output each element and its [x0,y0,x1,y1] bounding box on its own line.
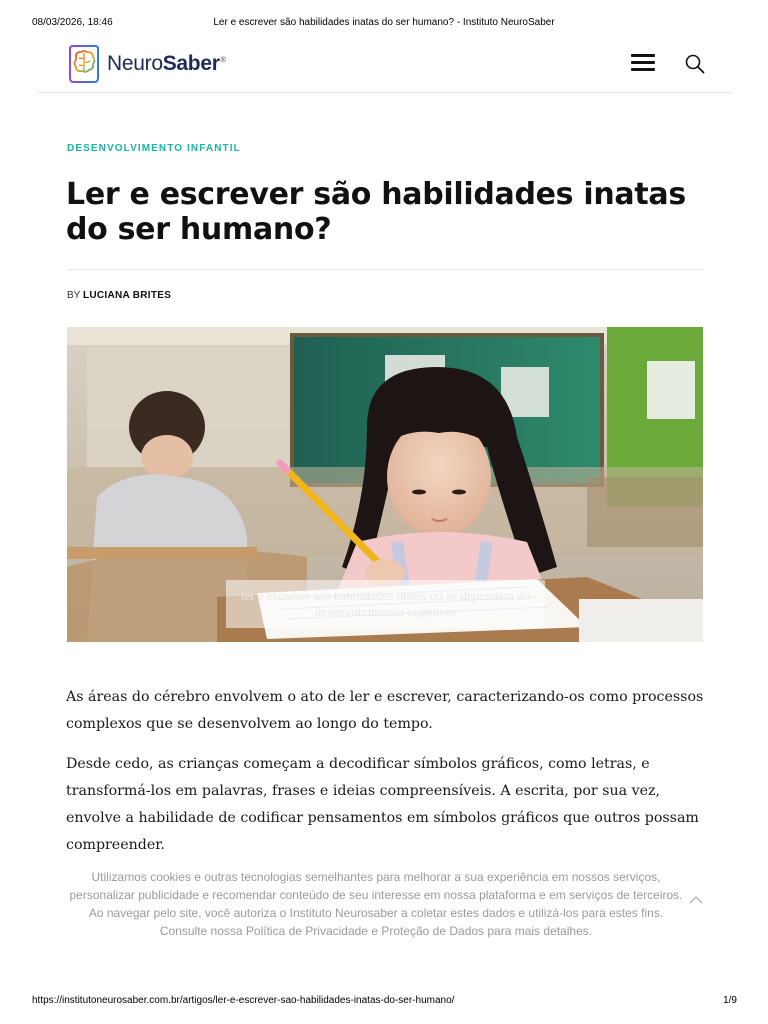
article-title: Ler e escrever são habilidades inatas do ser humano? [66,177,686,247]
brain-logo-icon [67,44,101,84]
byline-label: BY [67,290,81,301]
cookie-notice [64,868,688,940]
print-header [0,17,768,31]
image-caption: ler e escrever são habilidades inatas ou se dependem do desenvolvimento cognitivo [226,580,545,628]
title-divider [67,269,704,270]
logo-registered-mark: ® [220,57,226,64]
article-paragraph: As áreas do cérebro envolvem o ato de ler e escrever, caracterizando-os como processos complexos que se desenvolvem ao longo do tempo. [66,689,704,732]
article-body [66,684,706,872]
site-logo[interactable] [67,44,225,84]
print-page-title: Ler e escrever são habilidades inatas do ser humano? - Instituto NeuroSaber [213,17,555,28]
print-url: https://institutoneurosaber.com.br/artigos/ler-e-escrever-sao-habilidades-inatas-do-ser-humano/ [32,995,455,1006]
print-datetime: 08/03/2026, 18:46 [32,17,113,28]
article-paragraph: Desde cedo, as crianças começam a decodificar símbolos gráficos, como letras, e transformá-los em palavras, frases e ideias compreensíveis. A escrita, por sua vez, envolve a habilidade de codificar pensamentos em símbolos gráficos que outros possam compreender. [66,756,699,853]
print-page-number: 1/9 [723,995,737,1006]
author-link[interactable]: LUCIANA BRITES [82,290,172,301]
article-category-link[interactable]: DESENVOLVIMENTO INFANTIL [67,143,241,154]
logo-text-bold: Saber [162,52,220,75]
logo-text-light: Neuro [107,52,163,75]
search-icon[interactable] [684,53,706,75]
cookie-notice-text: Utilizamos cookies e outras tecnologias semelhantes para melhorar a sua experiência em nossos serviços, personalizar publicidade e recomendar conteúdo de seu interesse em nossa plataforma e em serviços de terceiros. Ao navegar pelo site, você autoriza o Instituto Neurosaber a coletar estes dados e utilizá-los para estes fins. Consulte nossa Política de Privacidade e Proteção de Dados para mais detalhes. [69,870,683,938]
chevron-up-icon[interactable] [688,893,704,907]
article-byline [67,290,171,301]
hero-image [67,327,703,642]
hamburger-menu-icon[interactable] [631,54,657,74]
site-header [37,36,732,93]
logo-wordmark [107,52,225,76]
